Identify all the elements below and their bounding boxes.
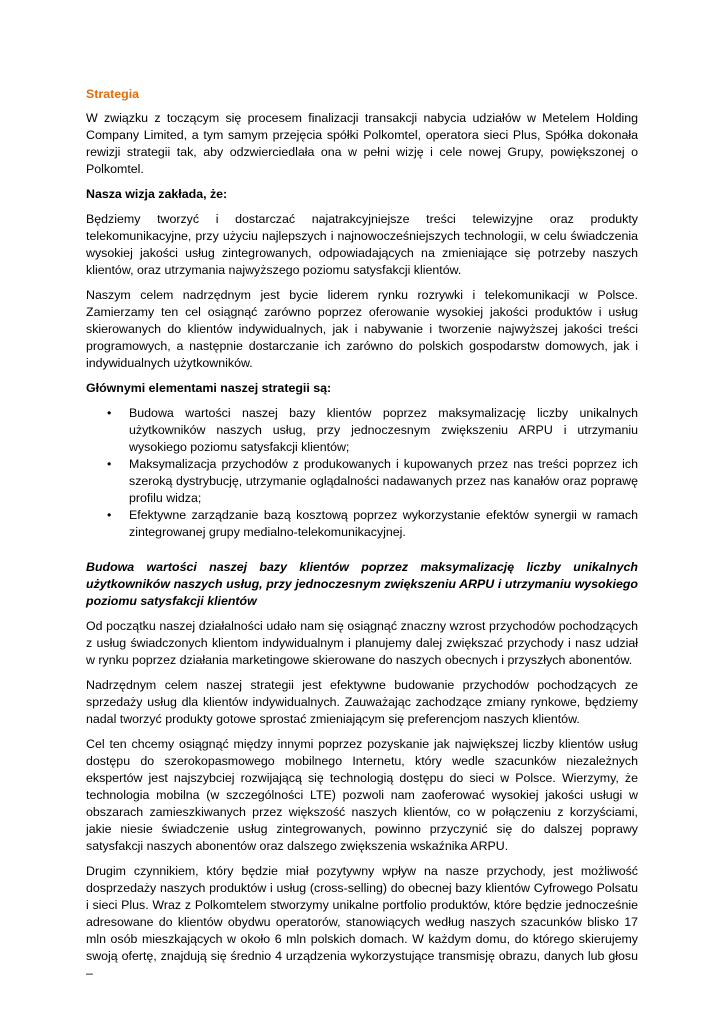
bullet-icon: • bbox=[107, 406, 112, 420]
goal-paragraph: Naszym celem nadrzędnym jest bycie liderem rynku rozrywki i telekomunikacji w Polsce. Zamierzamy ten cel osiągnąć zarówno poprzez oferowanie wysokiej jakości produktów i usług skierowanych do klientów indywidualnych, jak i nabywanie i tworzenie najwyższej jakości treści programowych, a następnie dostarczanie ich zarówno do polskich gospodarstw domowych, jak i indywidualnych użytkowników. bbox=[86, 288, 638, 370]
body-paragraph: Cel ten chcemy osiągnąć między innymi poprzez pozyskanie jak największej liczby klientów usług dostępu do szerokopasmowego mobilnego Internetu, który wedle szacunków niezależnych ekspertów jest najszybciej rozwijającą się technologią dostępu do sieci w Polsce. Wierzymy, że technologia mobilna (w szczególności LTE) pozwoli nam zaoferować wysokiej jakości usługi w obszarach zamieszkiwanych przez większość naszych klientów, co w połączeniu z korzyściami, jakie niesie świadczenie usług zintegrowanych, powinno przyczynić się do dalszej poprawy satysfakcji naszych abonentów oraz dalszego zwiększenia wskaźnika ARPU. bbox=[86, 737, 638, 853]
intro-paragraph: W związku z toczącym się procesem finalizacji transakcji nabycia udziałów w Metelem Holding Company Limited, a tym samym przejęcia spółki Polkomtel, operatora sieci Plus, Spółka dokonała rewizji strategii tak, aby odzwierciedlała ona w pełni wizję i cele nowej Grupy, powiększonej o Polkomtel. bbox=[86, 111, 638, 176]
strategy-elements-list bbox=[86, 405, 638, 541]
list-item-text: Maksymalizacja przychodów z produkowanych i kupowanych przez nas treści poprzez ich szeroką dystrybucję, utrzymanie oglądalności nadawanych przez nas kanałów oraz poprawę profilu widza; bbox=[129, 457, 638, 505]
vision-heading: Nasza wizja zakłada, że: bbox=[86, 187, 228, 201]
body-paragraph: Drugim czynnikiem, który będzie miał pozytywny wpływ na nasze przychody, jest możliwość dosprzedaży naszych produktów i usług (cross-selling) do obecnej bazy klientów Cyfrowego Polsatu i sieci Plus. Wraz z Polkomtelem stworzymy unikalne portfolio produktów, które będzie jednocześnie adresowane do klientów obydwu operatorów, stanowiących według naszych szacunków blisko 17 mln osób mieszkających w około 6 mln polskich domach. W każdym domu, do którego skierujemy swoją ofertę, znajdują się średnio 4 urządzenia wykorzystujące transmisję obrazu, danych lub głosu – bbox=[86, 864, 638, 980]
bullet-icon: • bbox=[107, 508, 112, 522]
body-paragraph: Nadrzędnym celem naszej strategii jest efektywne budowanie przychodów pochodzących ze sprzedaży usług dla klientów indywidualnych. Zauważając zachodzące zmiany rynkowe, będziemy nadal tworzyć produkty gotowe sprostać zmieniającym się preferencjom naszych klientów. bbox=[86, 678, 638, 726]
list-item bbox=[86, 507, 638, 541]
strategy-elements-heading: Głównymi elementami naszej strategii są: bbox=[86, 381, 332, 395]
list-item bbox=[86, 405, 638, 456]
bullet-icon: • bbox=[107, 457, 112, 471]
vision-paragraph: Będziemy tworzyć i dostarczać najatrakcyjniejsze treści telewizyjne oraz produkty telekomunikacyjne, przy użyciu najlepszych i najnowocześniejszych technologii, w celu świadczenia wysokiej jakości usług zintegrowanych, odpowiadających na zmieniające się potrzeby naszych klientów, oraz utrzymania najwyższego poziomu satysfakcji klientów. bbox=[86, 212, 638, 277]
list-item-text: Efektywne zarządzanie bazą kosztową poprzez wykorzystanie efektów synergii w ramach zintegrowanej grupy medialno-telekomunikacyjnej. bbox=[129, 508, 638, 539]
list-item bbox=[86, 456, 638, 507]
body-paragraph: Od początku naszej działalności udało nam się osiągnąć znaczny wzrost przychodów pochodzących z usług świadczonych klientom indywidualnym i planujemy dalej zwiększać przychody i nasz udział w rynku poprzez działania marketingowe skierowane do naszych obecnych i przyszłych abonentów. bbox=[86, 619, 638, 667]
subsection-heading: Budowa wartości naszej bazy klientów poprzez maksymalizację liczby unikalnych użytkowników naszych usług, przy jednoczesnym zwiększeniu ARPU i utrzymaniu wysokiego poziomu satysfakcji klientów bbox=[86, 560, 638, 608]
section-title: Strategia bbox=[86, 87, 140, 101]
list-item-text: Budowa wartości naszej bazy klientów poprzez maksymalizację liczby unikalnych użytkowników naszych usług, przy jednoczesnym zwiększeniu ARPU i utrzymaniu wysokiego poziomu satysfakcji klientów; bbox=[129, 406, 638, 454]
